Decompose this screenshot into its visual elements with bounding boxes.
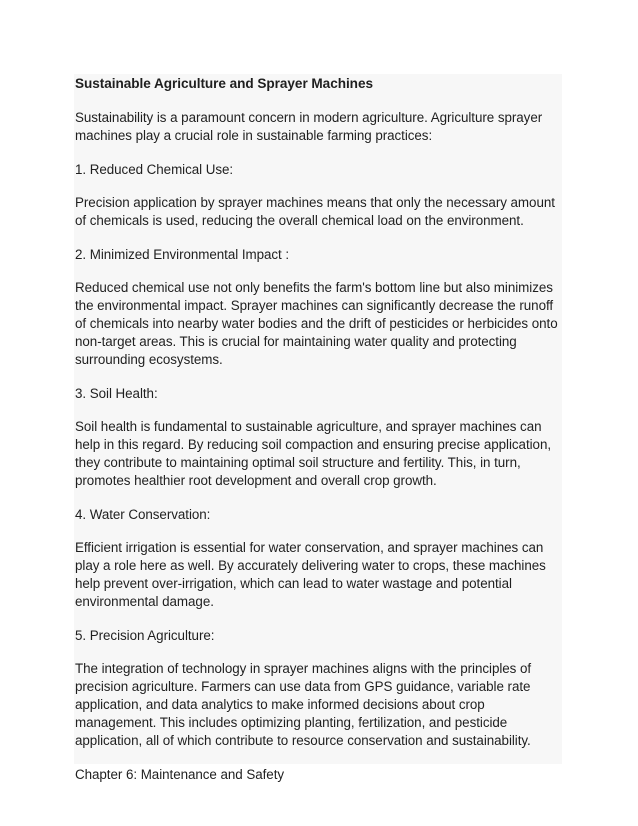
intro-paragraph: Sustainability is a paramount concern in modern agriculture. Agriculture sprayer machines play a crucial role in sustainable farming practices:	[75, 110, 543, 143]
section-body-environmental-impact: Reduced chemical use not only benefits the farm's bottom line but also minimizes the environmental impact. Sprayer machines can significantly decrease the runoff of chemicals into nearby water bodies and the drift of pesticides or herbicides onto non-target areas. This is crucial for maintaining water quality and protecting surrounding ecosystems.	[75, 280, 558, 367]
section-body-precision-agriculture: The integration of technology in sprayer machines aligns with the principles of precision agriculture. Farmers can use data from GPS guidance, variable rate application, and data analytics to make informed decisions about crop management. This includes optimizing planting, fertilization, and pesticide application, all of which contribute to resource conservation and sustainability.	[75, 661, 532, 748]
section-heading-environmental-impact: 2. Minimized Environmental Impact :	[75, 246, 290, 262]
section-heading-reduced-chemical-use: 1. Reduced Chemical Use:	[75, 161, 234, 177]
section-body-reduced-chemical-use: Precision application by sprayer machines means that only the necessary amount of chemicals is used, reducing the overall chemical load on the environment.	[75, 195, 555, 228]
section-heading-precision-agriculture: 5. Precision Agriculture:	[75, 627, 215, 643]
section-heading-soil-health: 3. Soil Health:	[75, 385, 158, 401]
chapter-heading: Chapter 6: Maintenance and Safety	[75, 766, 285, 782]
section-body-soil-health: Soil health is fundamental to sustainable agriculture, and sprayer machines can help in this regard. By reducing soil compaction and ensuring precise application, they contribute to maintaining optimal soil structure and fertility. This, in turn, promotes healthier root development and overall crop growth.	[75, 419, 552, 488]
section-body-water-conservation: Efficient irrigation is essential for water conservation, and sprayer machines can play a role here as well. By accurately delivering water to crops, these machines help prevent over-irrigation, which can lead to water wastage and potential environmental damage.	[75, 540, 546, 609]
section-heading-water-conservation: 4. Water Conservation:	[75, 506, 211, 522]
document-body	[75, 75, 565, 799]
document-title: Sustainable Agriculture and Sprayer Machines	[75, 76, 373, 91]
